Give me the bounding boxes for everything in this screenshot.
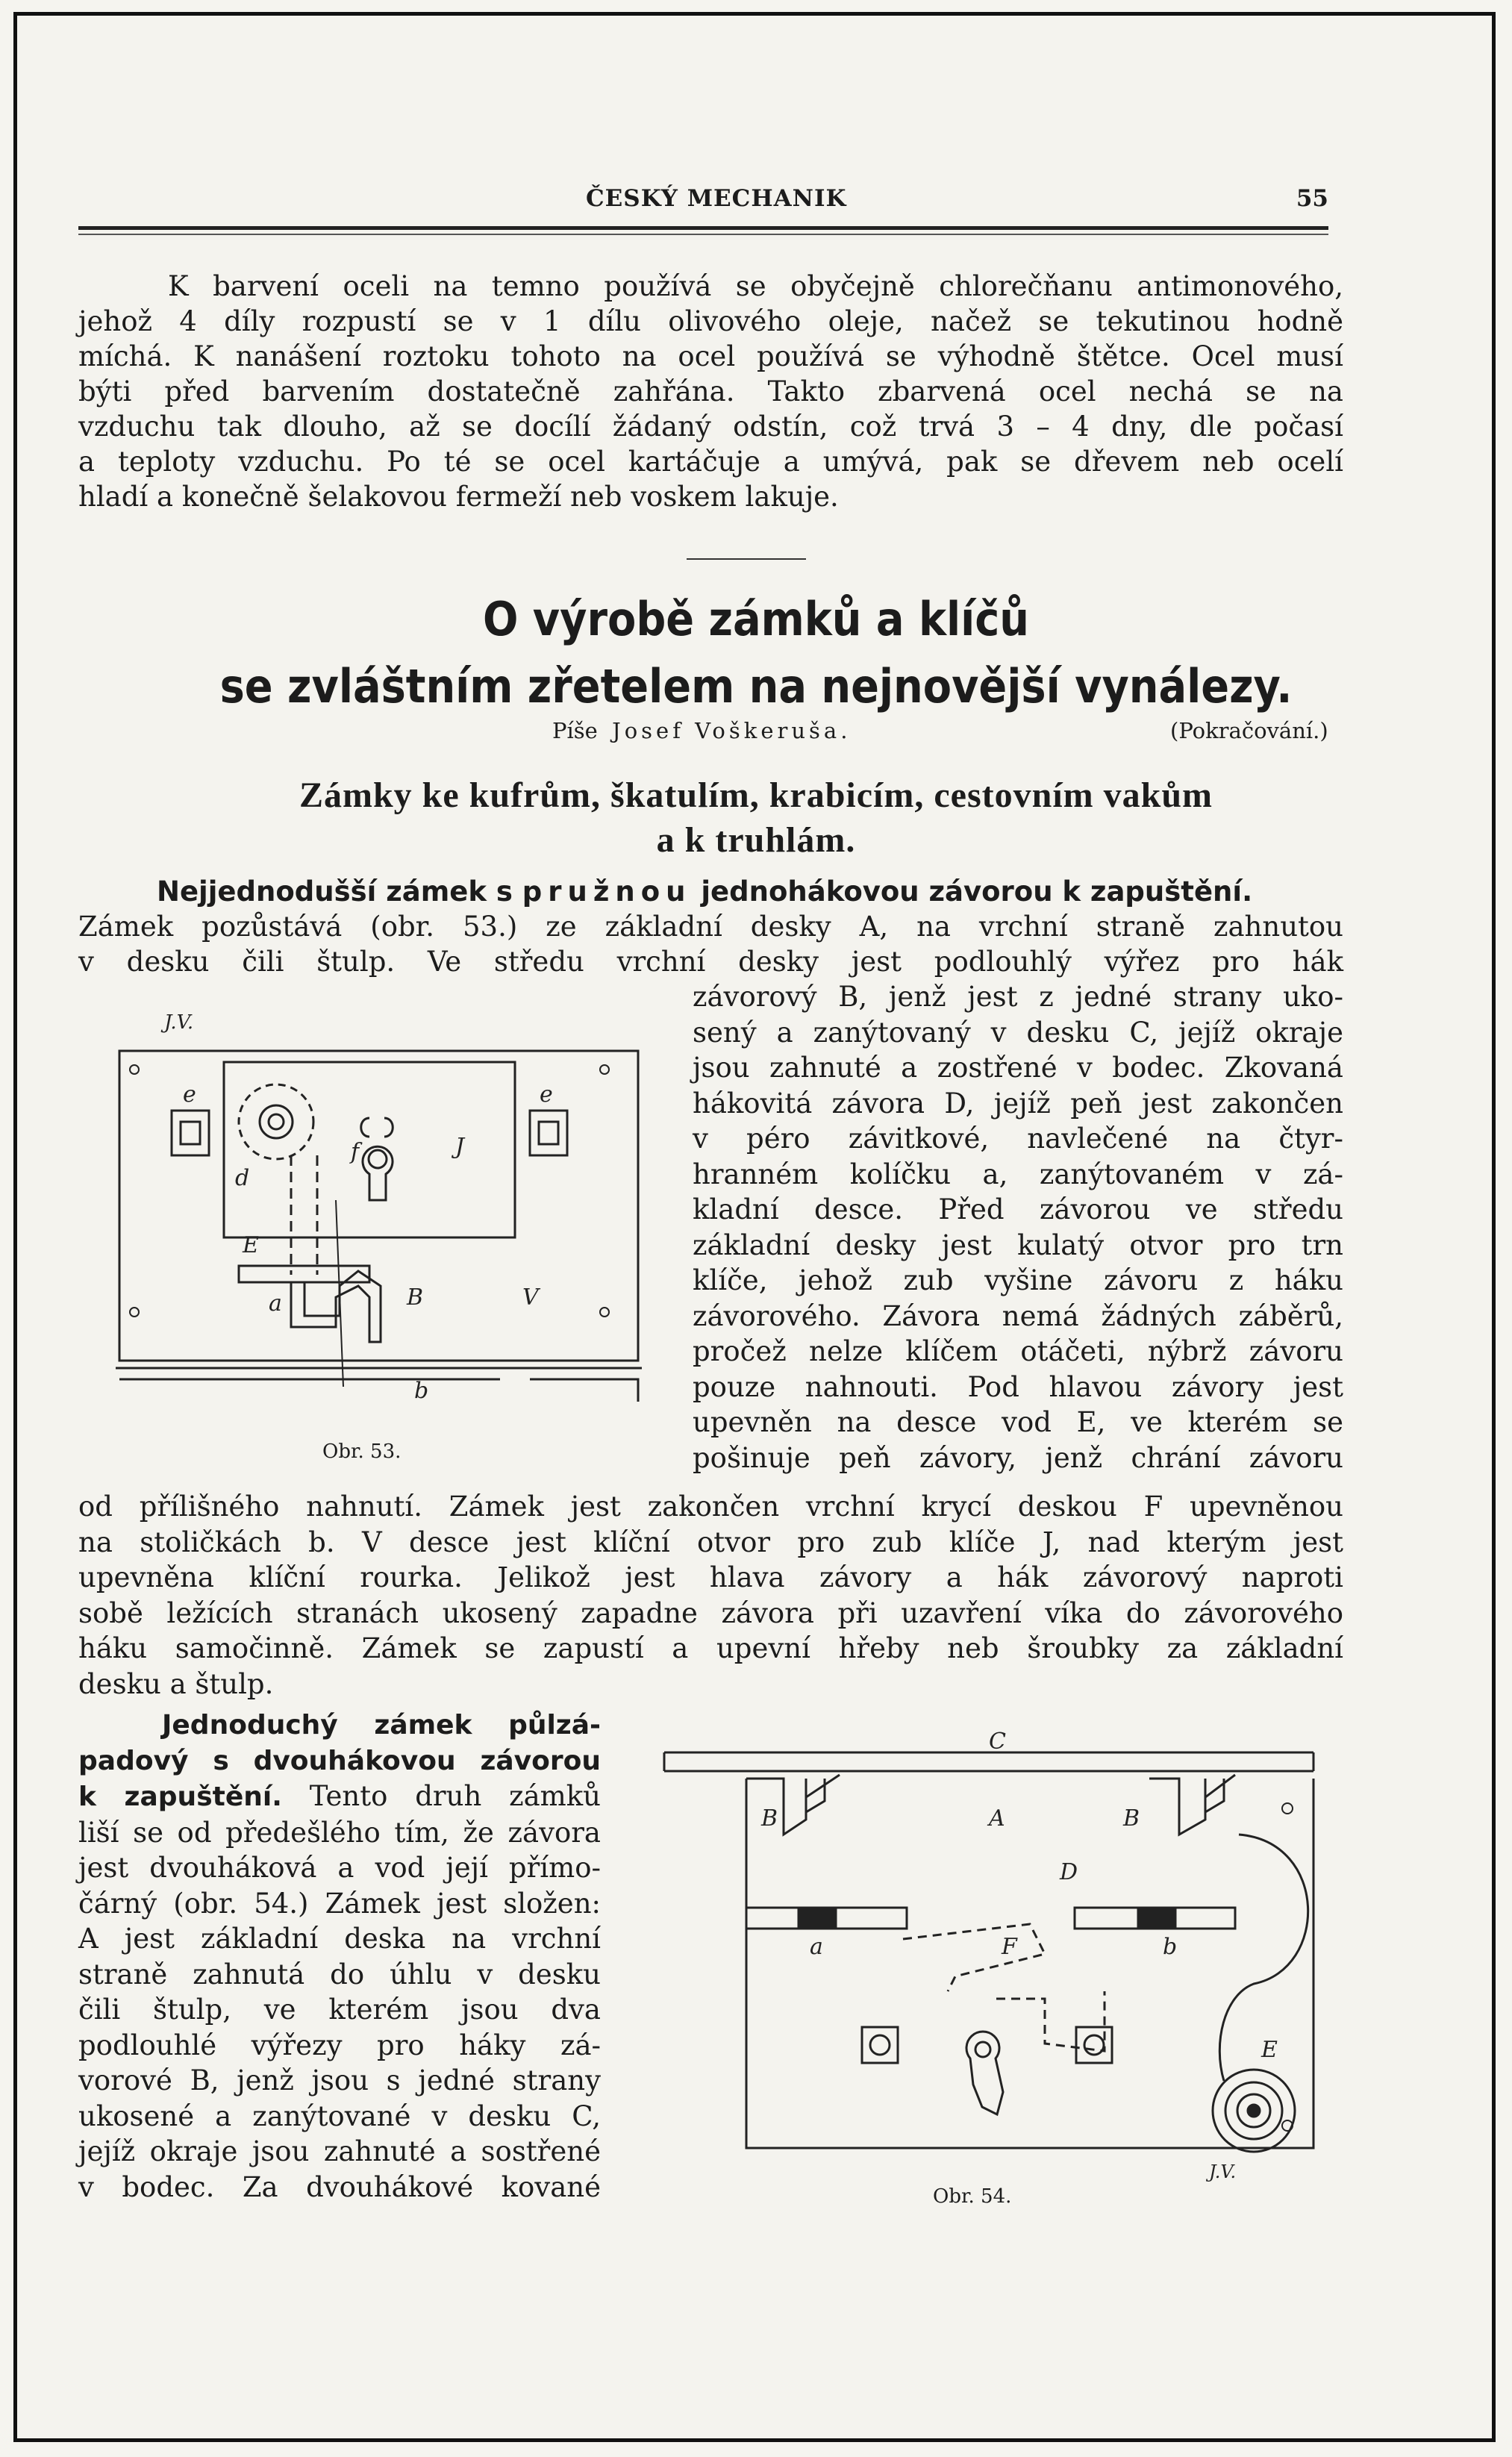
fig54-label-b: b (1163, 1934, 1178, 1960)
section-heading-line1: Zámky ke kufrům, škatulím, krabicím, cestovním vakům (299, 775, 1213, 815)
fig53-right-bracket (530, 1111, 567, 1155)
paragraph-1-right-column: závorový B, jenž jest z jedné strany uko- sený a zanýtovaný v desku C, jejíž okraje jsou zahnuté a zostřené v bodec. Zkovaná hákovitá závora D, jejíž peň jest zakončen v péro závitkové, navlečené na čtyr- hranném kolíčku a, zanýtovaném v zá- kladní desce. Před závorou ve středu základní desky jest kulatý otvor pro trn klíče, jehož zub vyšine závoru z háku závorového. Závora nemá žádných záběrů, pročež nelze klíčem otáčeti, nýbrž závoru pouze nahnouti. Pod hlavou závory jest upevněn na desce vod E, ve kterém se pošinuje peň závory, jenž chrání závoru (693, 981, 1343, 1474)
fig54-label-E: E (1261, 2037, 1278, 2063)
fig54-keyhole (966, 2032, 1003, 2114)
text-line: K barvení oceli na temno používá se obyčejně chlorečňanu antimonového, (168, 270, 1343, 302)
fig54-signature: J.V. (1209, 2161, 1237, 2182)
fig53-label-e-right: e (540, 1081, 553, 1108)
fig53-label-d: d (235, 1165, 250, 1191)
section-divider (687, 558, 806, 560)
author-name: Josef Voškeruša. (612, 718, 852, 743)
header-rule-thin (78, 234, 1328, 235)
fig53-label-e-left: e (183, 1081, 196, 1108)
fig53-keyhole (361, 1118, 393, 1200)
fig54-hook-right (1149, 1775, 1235, 1835)
fig53-label-b: b (414, 1378, 429, 1404)
text-line: a teploty vzduchu. Po té se ocel kartáčuje a umývá, pak se dřevem neb ocelí (78, 446, 1343, 478)
fig53-signature: J.V. (164, 1011, 194, 1034)
fig53-bolt-stem (291, 1155, 317, 1275)
text-line: míchá. K nanášení roztoku tohoto na ocel používá se výhodně štětce. Ocel musí (78, 340, 1343, 372)
text-line: jehož 4 díly rozpustí se v 1 dílu olivového oleje, načež se tekutinou hodně (78, 305, 1343, 337)
fig53-label-B: B (407, 1284, 424, 1311)
paragraph-1-continued: od přílišného nahnutí. Zámek jest zakončen vrchní krycí deskou F upevněnou na stoličkách b. V desce jest klíční otvor pro zub klíče J, nad kterým jest upevněna klíční rourka. Jelikož jest hlava závory a hák závorový naproti sobě ležících stranách ukosený zapadne závora při uzavření víka do závorového háku samočinně. Zámek se zapustí a upevní hřeby neb šroubky za základní desku a štulp. (78, 1490, 1343, 1700)
author-prefix: Píše (552, 718, 598, 743)
fig53-spring (239, 1084, 313, 1159)
fig54-bracket-left (862, 2027, 898, 2063)
journal-title: ČESKÝ MECHANIK (586, 185, 847, 212)
fig53-lower-edge (116, 1368, 642, 1402)
figure-53-diagram (112, 1011, 649, 1432)
fig53-label-E: E (243, 1232, 259, 1258)
subheading: Nejjednodušší zámek s pružnou jednohákovou závorou k zapuštění. (157, 875, 1253, 908)
paragraph-1-top: Zámek pozůstává (obr. 53.) ze základní desky A, na vrchní straně zahnutou v desku čili štulp. Ve středu vrchní desky jest podlouhlý výřez pro hák (78, 911, 1343, 978)
article-title-line2: se zvláštním zřetelem na nejnovější vynálezy. (219, 659, 1293, 714)
fig53-label-a: a (269, 1290, 282, 1317)
author-byline (552, 718, 851, 743)
page-number: 55 (1296, 185, 1328, 212)
running-header (78, 185, 1328, 212)
fig54-base-plate (746, 1779, 1313, 2148)
figure-53-caption: Obr. 53. (322, 1440, 402, 1463)
fig54-label-D: D (1060, 1859, 1078, 1885)
text-line: vzduchu tak dlouho, až se docílí žádaný odstín, což trvá 3 – 4 dny, dle počasí (78, 410, 1343, 443)
fig54-label-F: F (1002, 1934, 1017, 1960)
fig54-top-plate (664, 1752, 1313, 1771)
fig54-label-B-left: B (761, 1805, 778, 1832)
fig54-bolt (996, 1991, 1105, 2051)
fig53-left-bracket (172, 1111, 209, 1155)
fig54-label-a: a (810, 1934, 823, 1960)
continued-note: (Pokračování.) (1170, 718, 1328, 743)
figure-54-caption: Obr. 54. (933, 2185, 1012, 2208)
fig53-label-f: f (351, 1139, 360, 1165)
fig54-lever (903, 1924, 1045, 1991)
text-line: býti před barvením dostatečně zahřána. Takto zbarvená ocel nechá se na (78, 375, 1343, 408)
fig53-base-plate (119, 1051, 638, 1361)
fig54-label-C: C (989, 1729, 1006, 1755)
fig53-label-V: V (522, 1284, 539, 1311)
fig53-label-J: J (455, 1134, 465, 1160)
header-rule (78, 226, 1328, 230)
paragraph-2-left-column: Jednoduchý zámek půlzá- padový s dvouhákovou závorou k zapuštění. Tento druh zámků liší se od předešlého tím, že závora jest dvouháková a vod její přímo- čárný (obr. 54.) Zámek jest složen: A jest základní deska na vrchní straně zahnutá do úhlu v desku čili štulp, ve kterém jsou dva podlouhlé výřezy pro háky zá- vorové B, jenž jsou s jedné strany ukosené a zanýtované v desku C, jejíž okraje jsou zahnuté a sostřené v bodec. Za dvouhákové kované (78, 1710, 601, 2203)
fig54-hook-left (746, 1775, 840, 1835)
fig54-bracket-right (1076, 2027, 1112, 2063)
fig54-label-A: A (989, 1805, 1005, 1832)
intro-paragraph (78, 269, 1343, 514)
article-title-line1: O výrobě zámků a klíčů (482, 592, 1030, 646)
section-heading-line2: a k truhlám. (656, 820, 856, 860)
figure-54-diagram (657, 1730, 1343, 2185)
fig53-guide (239, 1266, 369, 1282)
text-line: hladí a konečně šelakovou fermeží neb voskem lakuje. (78, 481, 839, 513)
fig54-label-B-right: B (1123, 1805, 1140, 1832)
